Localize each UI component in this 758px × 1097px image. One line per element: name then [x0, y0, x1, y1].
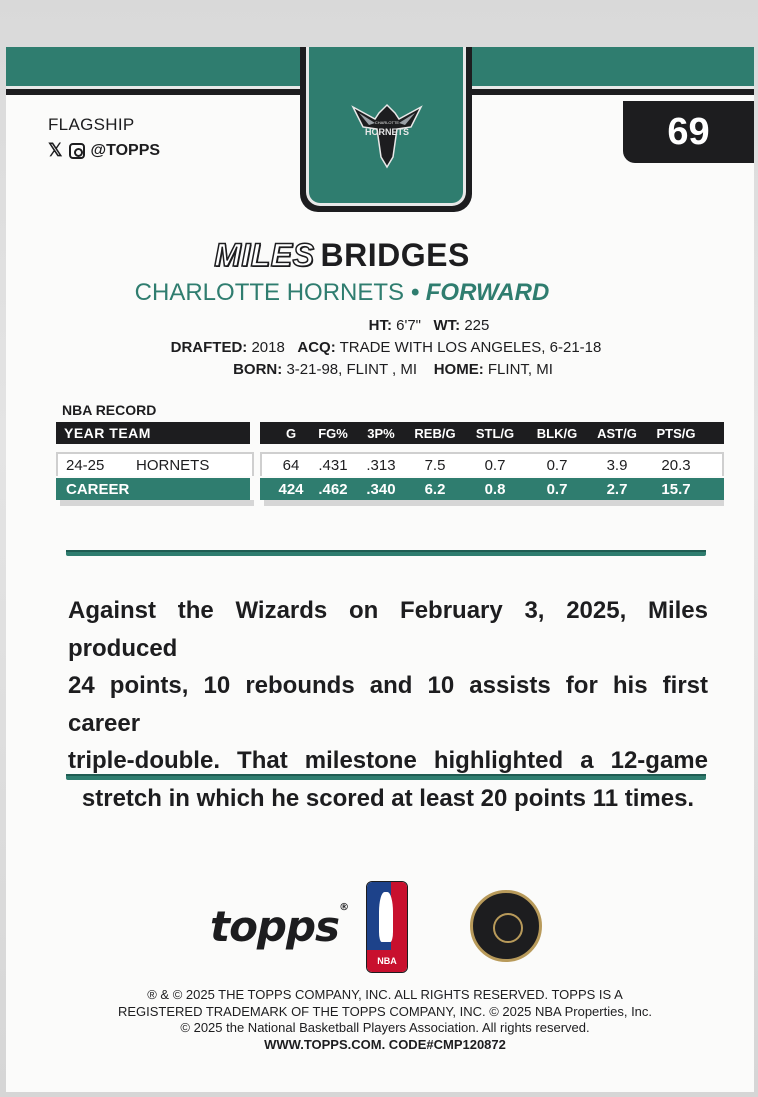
player-blurb [68, 592, 708, 817]
stat-cell: 64 [282, 456, 300, 474]
trading-card-back [6, 47, 754, 1092]
col-header: 3P% [367, 425, 395, 441]
logo-subtext: CHARLOTTE [374, 120, 400, 125]
stat-cell: 6.2 [424, 480, 446, 498]
blurb-line: triple-double. That milestone highlighted a 12-game [68, 747, 708, 774]
col-header: STL/G [475, 425, 515, 441]
career-row-values [260, 478, 724, 500]
bio-block [6, 315, 754, 381]
home-label: HOME: [433, 361, 484, 378]
season-year: 24-25 [66, 456, 105, 474]
season-row-values [260, 454, 724, 476]
player-name [6, 237, 678, 274]
col-header: BLK/G [536, 425, 578, 441]
home-value: FLINT, MI [487, 361, 553, 378]
stat-cell: 2.7 [606, 480, 628, 498]
hornets-logo-icon [349, 97, 425, 169]
born-label: BORN: [233, 361, 283, 378]
acq-label: ACQ: [297, 339, 336, 356]
team-name: CHARLOTTE HORNETS [134, 279, 405, 306]
career-label: CAREER [56, 478, 250, 500]
stat-cell: 424 [278, 480, 304, 498]
stat-cell: .313 [366, 456, 396, 474]
col-header: G [285, 425, 297, 441]
wt-value: 225 [464, 317, 490, 334]
topps-logo: topps® [210, 902, 349, 951]
team-position-line [6, 279, 678, 307]
wt-label: WT: [433, 317, 461, 334]
nbpa-logo [470, 890, 542, 962]
topps-logo-text: topps [210, 902, 340, 951]
divider-bottom [66, 774, 706, 780]
player-last-name: BRIDGES [320, 237, 470, 273]
position: • FORWARD [410, 279, 550, 306]
table-header-columns [260, 422, 724, 444]
born-value: 3-21-98, FLINT , MI [286, 361, 418, 378]
season-row-left [56, 454, 250, 476]
legal-line: ® & © 2025 THE TOPPS COMPANY, INC. ALL RIGHTS RESERVED. TOPPS IS A [147, 987, 623, 1002]
blurb-line: 24 points, 10 rebounds and 10 assists for his first career [68, 672, 708, 737]
blurb-line: Against the Wizards on February 3, 2025, Miles produced [68, 597, 708, 662]
divider-top [66, 550, 706, 556]
legal-line: © 2025 the National Basketball Players Association. All rights reserved. [180, 1020, 590, 1035]
player-first-name: MILES [214, 237, 315, 273]
stat-cell: .462 [318, 480, 348, 498]
nba-logo [366, 881, 408, 973]
record-label: NBA RECORD [62, 402, 157, 418]
stat-cell: 0.7 [546, 480, 568, 498]
col-header: REB/G [414, 425, 456, 441]
x-icon: 𝕏 [48, 140, 63, 160]
nba-logo-text: NBA [367, 950, 407, 973]
season-team: HORNETS [136, 456, 210, 474]
brand-block [48, 115, 160, 161]
legal-url: WWW.TOPPS.COM. CODE#CMP120872 [264, 1036, 506, 1052]
social-handle: @TOPPS [90, 141, 161, 159]
ht-label: HT: [368, 317, 392, 334]
brand-line: FLAGSHIP [48, 115, 135, 134]
blurb-line: stretch in which he scored at least 20 points 11 times. [81, 784, 695, 812]
stat-cell: 0.7 [484, 456, 506, 474]
stat-cell: .340 [366, 480, 396, 498]
col-header: FG% [318, 425, 348, 441]
instagram-icon [69, 143, 85, 159]
stat-cell: 20.3 [661, 456, 691, 474]
col-header: AST/G [597, 425, 637, 441]
ht-value: 6'7" [396, 317, 421, 334]
table-header-left: YEAR TEAM [56, 422, 250, 444]
legal-text [6, 987, 754, 1053]
drafted-label: DRAFTED: [170, 339, 248, 356]
drafted-value: 2018 [251, 339, 285, 356]
team-logo-tab [300, 47, 472, 212]
stat-cell: 7.5 [424, 456, 446, 474]
stat-cell: 0.8 [484, 480, 506, 498]
card-number: 69 [623, 101, 754, 163]
legal-line: REGISTERED TRADEMARK OF THE TOPPS COMPANY, INC. © 2025 NBA Properties, Inc. [117, 1003, 653, 1019]
nba-silhouette-icon [379, 892, 393, 942]
stat-cell: 0.7 [546, 456, 568, 474]
stat-cell: 15.7 [661, 480, 691, 498]
stat-cell: 3.9 [606, 456, 628, 474]
stat-cell: .431 [318, 456, 348, 474]
logo-text: HORNETS [364, 127, 410, 137]
col-header: PTS/G [656, 425, 696, 441]
acq-value: TRADE WITH LOS ANGELES, 6-21-18 [339, 339, 602, 356]
